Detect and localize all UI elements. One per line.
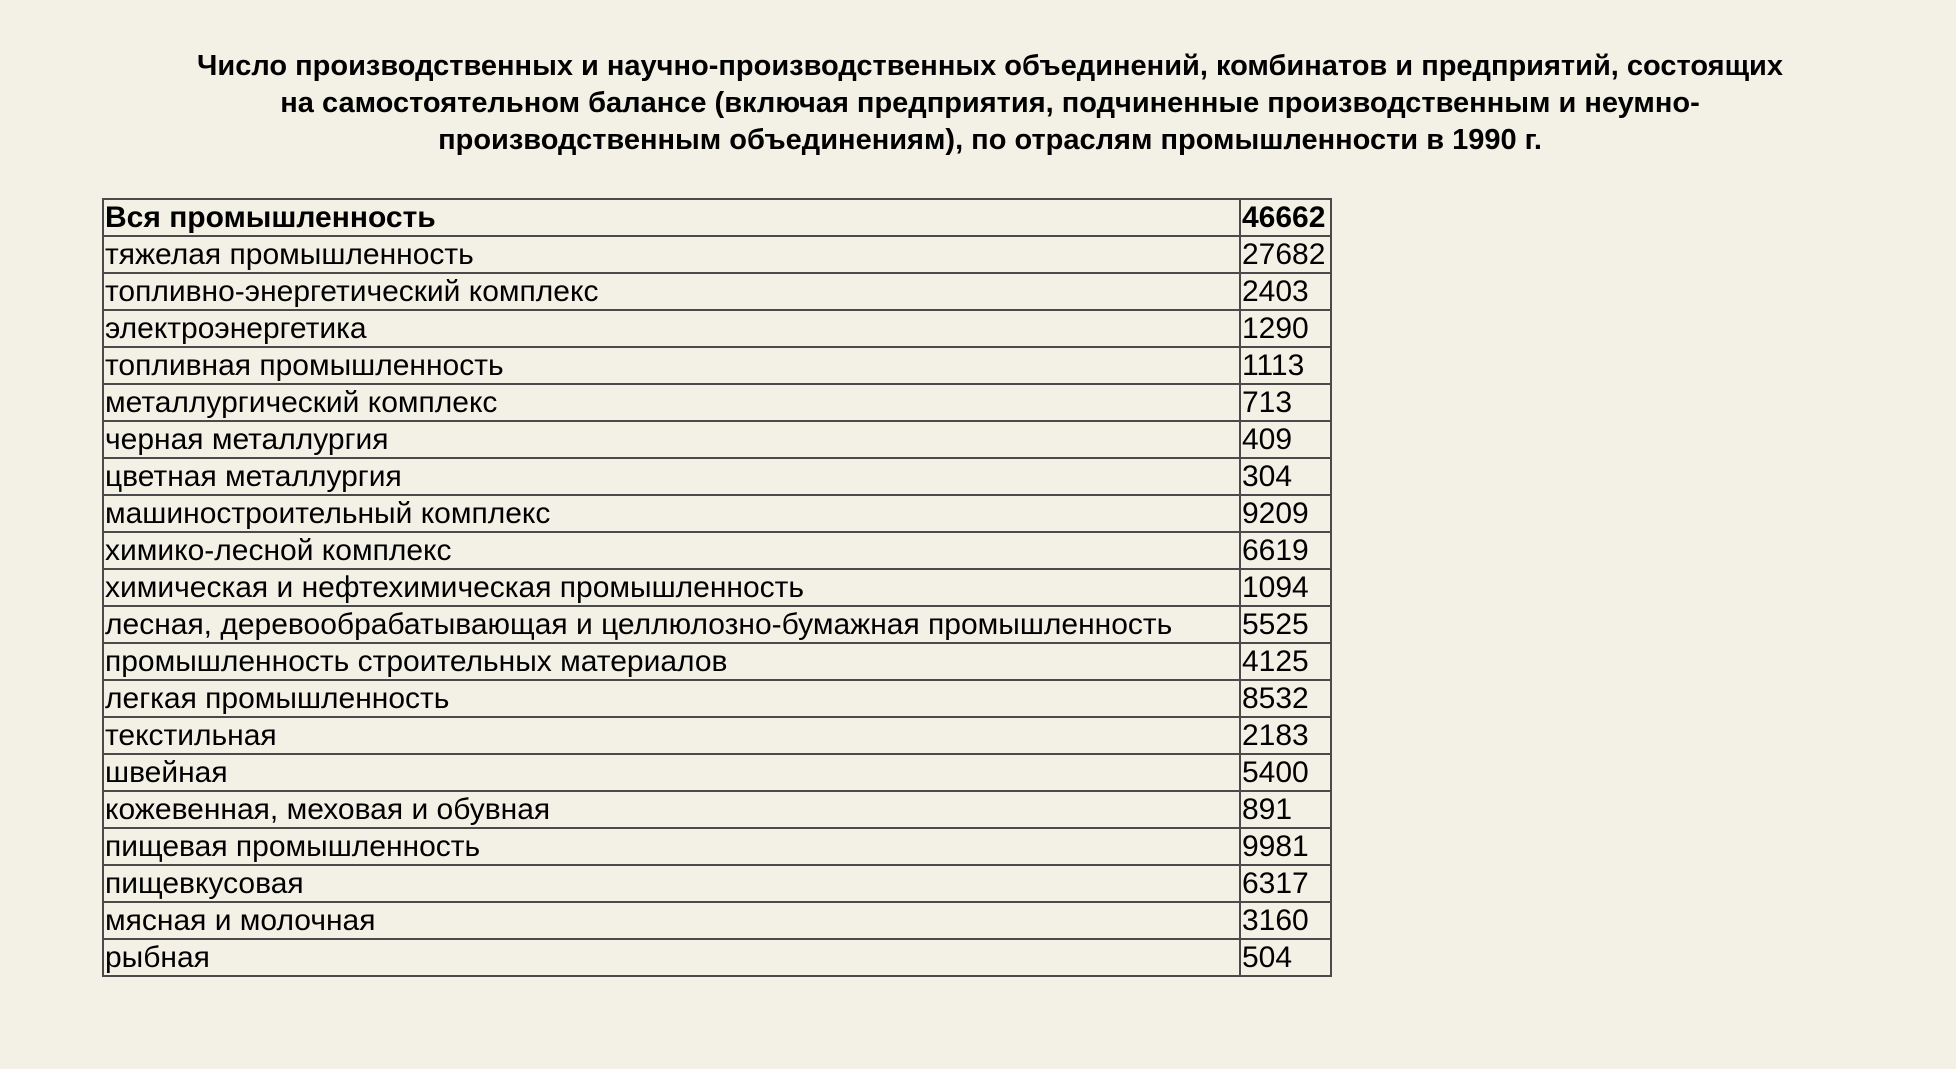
table-row-total <box>103 199 1331 236</box>
table-row <box>103 495 1331 532</box>
row-label: легкая промышленность <box>103 680 1240 717</box>
row-value: 891 <box>1240 791 1331 828</box>
row-value: 3160 <box>1240 902 1331 939</box>
table-row <box>103 717 1331 754</box>
row-label: мясная и молочная <box>103 902 1240 939</box>
table-row <box>103 310 1331 347</box>
table-row <box>103 273 1331 310</box>
row-label: промышленность строительных материалов <box>103 643 1240 680</box>
row-value: 46662 <box>1240 199 1331 236</box>
row-label: тяжелая промышленность <box>103 236 1240 273</box>
table-row <box>103 236 1331 273</box>
table-row <box>103 421 1331 458</box>
row-label: машиностроительный комплекс <box>103 495 1240 532</box>
table-row <box>103 347 1331 384</box>
row-label: пищевкусовая <box>103 865 1240 902</box>
row-label: рыбная <box>103 939 1240 976</box>
table-row <box>103 865 1331 902</box>
row-label: химико-лесной комплекс <box>103 532 1240 569</box>
table-row <box>103 569 1331 606</box>
row-label: черная металлургия <box>103 421 1240 458</box>
table-row <box>103 532 1331 569</box>
row-label: электроэнергетика <box>103 310 1240 347</box>
table-row <box>103 828 1331 865</box>
row-value: 1094 <box>1240 569 1331 606</box>
row-value: 409 <box>1240 421 1331 458</box>
row-value: 2403 <box>1240 273 1331 310</box>
page-title <box>100 48 1880 159</box>
row-label: химическая и нефтехимическая промышленность <box>103 569 1240 606</box>
row-label: пищевая промышленность <box>103 828 1240 865</box>
row-value: 5525 <box>1240 606 1331 643</box>
title-line: на самостоятельном балансе (включая предприятия, подчиненные производственным и неумно- <box>280 87 1700 119</box>
row-label: кожевенная, меховая и обувная <box>103 791 1240 828</box>
table-row <box>103 754 1331 791</box>
row-label: цветная металлургия <box>103 458 1240 495</box>
row-value: 9981 <box>1240 828 1331 865</box>
row-value: 4125 <box>1240 643 1331 680</box>
row-value: 6317 <box>1240 865 1331 902</box>
table-row <box>103 606 1331 643</box>
title-line: Число производственных и научно-производственных объединений, комбинатов и предприятий, состоящих <box>197 50 1783 82</box>
row-value: 27682 <box>1240 236 1331 273</box>
row-label: топливная промышленность <box>103 347 1240 384</box>
row-value: 2183 <box>1240 717 1331 754</box>
row-label: текстильная <box>103 717 1240 754</box>
row-value: 504 <box>1240 939 1331 976</box>
row-value: 1113 <box>1240 347 1331 384</box>
table-row <box>103 902 1331 939</box>
row-label: швейная <box>103 754 1240 791</box>
title-line: производственным объединениям), по отраслям промышленности в 1990 г. <box>438 124 1542 156</box>
table-row <box>103 939 1331 976</box>
table-row <box>103 791 1331 828</box>
row-value: 6619 <box>1240 532 1331 569</box>
row-value: 8532 <box>1240 680 1331 717</box>
row-value: 713 <box>1240 384 1331 421</box>
row-value: 9209 <box>1240 495 1331 532</box>
row-label: топливно-энергетический комплекс <box>103 273 1240 310</box>
row-label: металлургический комплекс <box>103 384 1240 421</box>
table-row <box>103 680 1331 717</box>
row-value: 304 <box>1240 458 1331 495</box>
row-value: 1290 <box>1240 310 1331 347</box>
table-row <box>103 458 1331 495</box>
table-row <box>103 643 1331 680</box>
table-row <box>103 384 1331 421</box>
row-label: лесная, деревообрабатывающая и целлюлозно-бумажная промышленность <box>103 606 1240 643</box>
row-value: 5400 <box>1240 754 1331 791</box>
industry-table <box>102 198 1332 977</box>
row-label: Вся промышленность <box>103 199 1240 236</box>
